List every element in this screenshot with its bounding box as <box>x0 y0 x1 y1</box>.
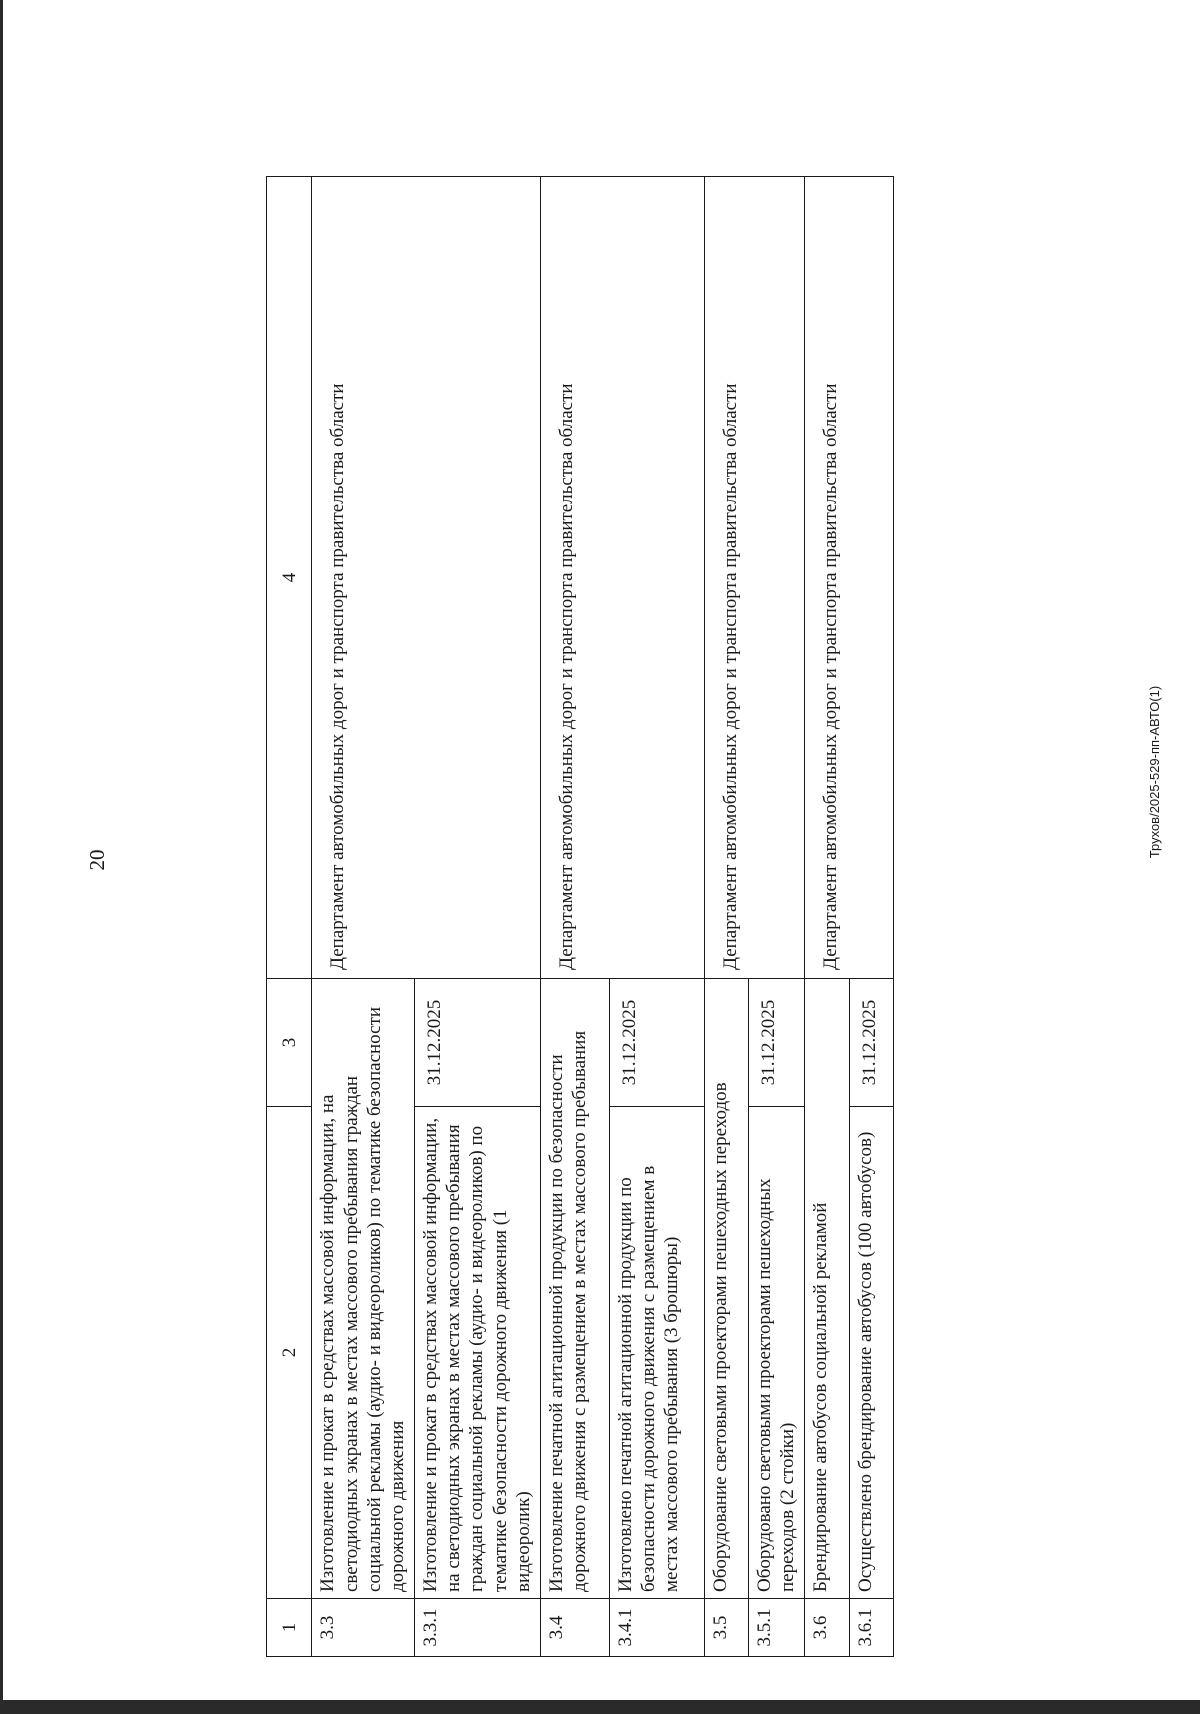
row-text: Брендирование автобусов социальной рекламой <box>805 979 849 1599</box>
table-header-row <box>267 177 312 1657</box>
row-number: 3.5.1 <box>749 1599 805 1657</box>
row-number: 3.6 <box>805 1599 849 1657</box>
row-responsible: Департамент автомобильных дорог и транспорта правительства области <box>704 177 804 979</box>
row-text: Изготовление и прокат в средствах массовой информации, на светодиодных экранах в местах массового пребывания граждан социальной рекламы (аудио- и видеороликов) по тематике безопасности дорожного движения <box>312 979 415 1599</box>
row-date: 31.12.2025 <box>415 979 541 1107</box>
row-number: 3.6.1 <box>849 1599 894 1657</box>
scan-left-edge <box>0 0 3 1714</box>
table-container <box>266 177 894 1657</box>
row-text: Оборудовано световыми проекторами пешеходных переходов (2 стойки) <box>749 1107 805 1599</box>
row-responsible: Департамент автомобильных дорог и транспорта правительства области <box>541 177 705 979</box>
header-col-4: 4 <box>267 177 312 979</box>
row-responsible: Департамент автомобильных дорог и транспорта правительства области <box>805 177 894 979</box>
row-responsible: Департамент автомобильных дорог и транспорта правительства области <box>312 177 541 979</box>
header-col-1: 1 <box>267 1599 312 1657</box>
row-text: Изготовлено печатной агитационной продукции по безопасности дорожного движения с размещением в местах массового пребывания (3 брошюры) <box>609 1107 704 1599</box>
scan-bottom-edge <box>0 1700 1200 1714</box>
row-text: Осуществлено брендирование автобусов (100 автобусов) <box>849 1107 894 1599</box>
row-number: 3.3.1 <box>415 1599 541 1657</box>
table-row <box>312 177 415 1657</box>
row-text: Изготовление и прокат в средствах массовой информации, на светодиодных экранах в местах массового пребывания граждан социальной рекламы (аудио- и видеороликов) по тематике безопасности дорожного движения (1 видеоролик) <box>415 1107 541 1599</box>
row-date: 31.12.2025 <box>609 979 704 1107</box>
table-row <box>805 177 849 1657</box>
table-row <box>541 177 610 1657</box>
document-code: Трухов/2025-529-пп-АВТО(1) <box>1147 685 1162 859</box>
page-number: 20 <box>85 849 109 871</box>
header-col-3: 3 <box>267 979 312 1107</box>
row-date: 31.12.2025 <box>749 979 805 1107</box>
measures-table <box>266 176 894 1657</box>
row-number: 3.3 <box>312 1599 415 1657</box>
table-row <box>704 177 748 1657</box>
row-number: 3.4 <box>541 1599 610 1657</box>
row-date: 31.12.2025 <box>849 979 894 1107</box>
row-number: 3.4.1 <box>609 1599 704 1657</box>
header-col-2: 2 <box>267 1107 312 1599</box>
row-number: 3.5 <box>704 1599 748 1657</box>
row-text: Изготовление печатной агитационной продукции по безопасности дорожного движения с размещением в местах массового пребывания <box>541 979 610 1599</box>
row-text: Оборудование световыми проекторами пешеходных переходов <box>704 979 748 1599</box>
